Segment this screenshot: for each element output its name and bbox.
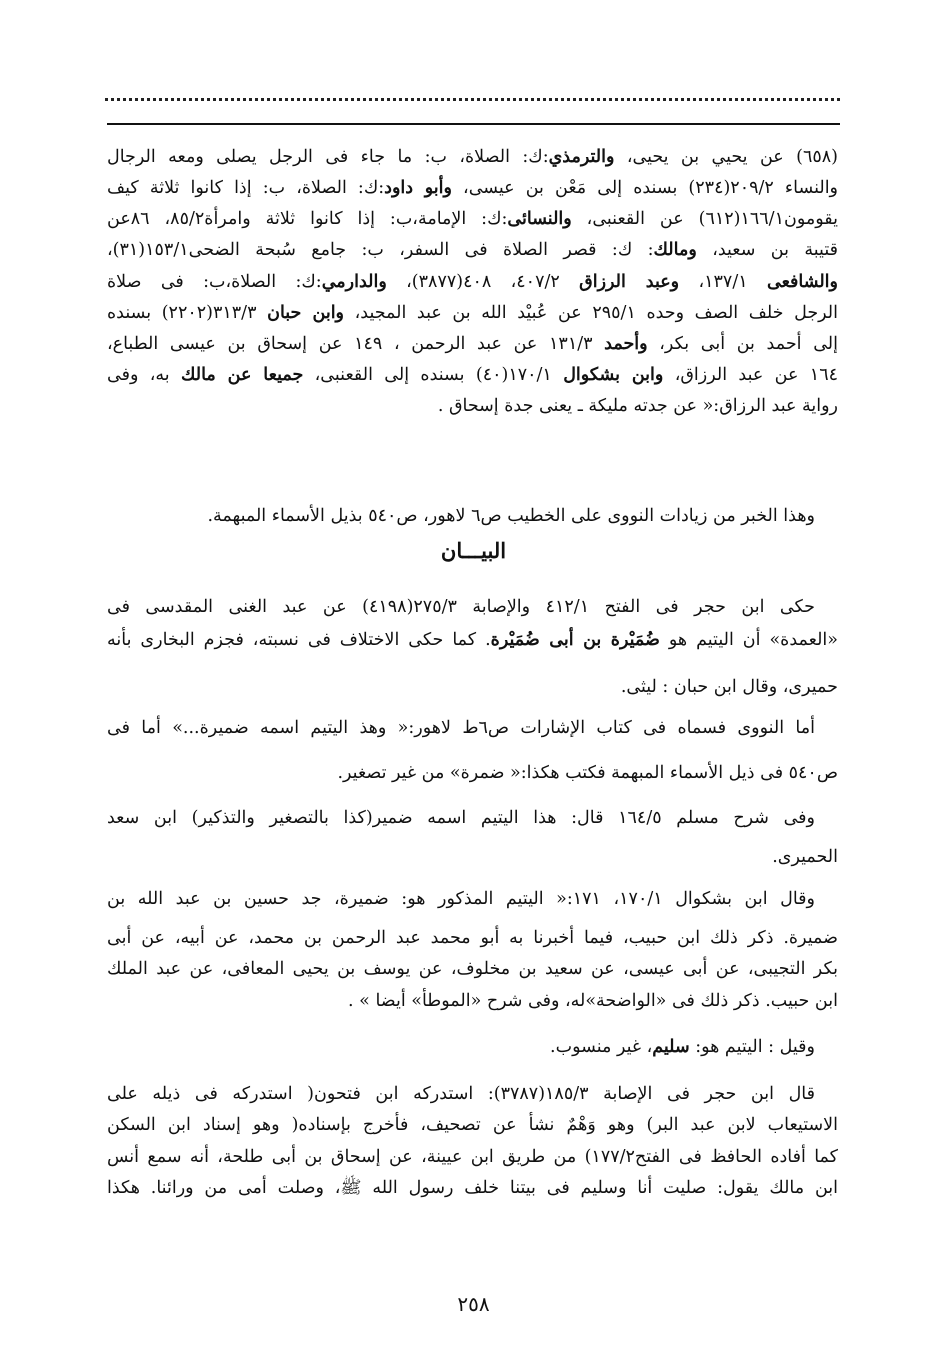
text-segment: أما النووى فسماه فى كتاب الإشارات ص٦ط لاهور:« وهذ اليتيم اسمه ضميرة...» أما فى xyxy=(107,718,816,738)
text-line xyxy=(107,1035,815,1059)
text-segment: ٤٠٧/٢، ٤٠٨(٣٨٧٧)، xyxy=(386,272,580,292)
text-segment: :ك: الصلاة،ب: فى صلاة xyxy=(107,272,322,292)
text-segment: (٦٥٨) عن يحيي بن يحيى، xyxy=(614,147,838,167)
text-segment: حميرى، وقال ابن حبان : ليثى. xyxy=(620,677,838,697)
text-segment: رواية عبد الرزاق:« عن جدته مليكة ـ يعنى جدة إسحاق . xyxy=(437,396,838,416)
bold-source-name: سليم xyxy=(652,1037,690,1057)
text-segment: إلى أحمد بن أبى بكر، xyxy=(647,334,838,354)
text-segment: ابن مالك يقول: صليت أنا وسليم فى بيتنا خلف رسول الله ﷺ، وصلت أمى من ورائنا. هكذا xyxy=(107,1178,838,1198)
text-line xyxy=(107,845,838,869)
text-segment: ص٥٤٠ فى ذيل الأسماء المبهمة فكتب هكذا:« ضمرة» من غير تصغير. xyxy=(337,763,838,783)
bold-source-name: وأبو داود xyxy=(384,178,452,198)
bold-source-name: جميعا عن مالك xyxy=(181,365,304,385)
text-line xyxy=(107,238,838,262)
text-segment: . كما حكى الاختلاف فى نسبته، فجزم البخارى بأنه xyxy=(107,630,491,650)
bold-source-name: ومالك xyxy=(653,240,697,260)
text-segment: وقال ابن بشكوال ١٧٠/١، ١٧١:« اليتيم المذكور هو: ضميرة، جد حسين بن عبد الله بن xyxy=(107,889,815,909)
bold-source-name: ضُمَيْرة بن أبى ضُمَيْرة xyxy=(490,630,660,650)
text-segment: ١٣٧/١، xyxy=(679,272,767,292)
text-line xyxy=(107,716,815,740)
text-segment: :ك: الصلاة، ب: إذا كانوا ثلاثة كيف xyxy=(107,178,385,198)
text-segment: : ك: قصر الصلاة فى السفر، ب: جامع سُبحة الضحى١٥٣/١(٣١)، xyxy=(107,240,654,260)
page-number: ٢٥٨ xyxy=(457,1292,490,1316)
text-segment: والنساء ٢٠٩/٢(٢٣٤) بسنده إلى مَعْن بن عيسى، xyxy=(451,178,839,198)
text-line xyxy=(107,675,838,699)
text-line xyxy=(107,504,815,528)
text-segment: «العمدة» أن اليتيم هو xyxy=(659,630,838,650)
text-segment: قتيبة بن سعيد، xyxy=(696,240,838,260)
bold-source-name: وأحمد xyxy=(604,334,648,354)
text-segment: :ك: الصلاة، ب: ما جاء فى الرجل يصلى ومعه الرجال xyxy=(107,147,549,167)
text-segment: وقيل : اليتيم هو: xyxy=(689,1037,815,1057)
section-heading: البيـــان xyxy=(440,538,507,563)
bold-source-name: والدارمي xyxy=(321,272,387,292)
text-line xyxy=(107,761,838,785)
text-segment: ١٧٠/١(٤٠) بسنده إلى القعنبى، xyxy=(303,365,564,385)
text-line xyxy=(107,595,815,619)
text-segment: يقومون١٦٦/١(٦١٢) عن القعنبى، xyxy=(571,209,838,229)
text-segment: الاستيعاب لابن عبد البر) وهو وَهْمٌ نشأ عن تصحيف، فأخرج بإسناده( وهو إسناد ابن السكن xyxy=(107,1115,838,1135)
text-line xyxy=(107,270,838,294)
text-segment: :ك: الإمامة،ب: إذا كانوا ثلاثة وامرأة٨٥/٢، ٨٦عن xyxy=(107,209,508,229)
bold-source-name: والترمذي xyxy=(548,147,615,167)
text-line xyxy=(107,887,815,911)
text-line xyxy=(107,989,838,1013)
text-segment: الرجل خلف الصف وحده ٢٩٥/١ عن عُبيْد الله بن عبد المجيد، xyxy=(344,303,838,323)
text-line xyxy=(107,301,838,325)
text-line xyxy=(107,957,838,981)
text-line xyxy=(107,1113,838,1137)
dotted-separator xyxy=(105,98,840,101)
text-segment: بكر التجيبى، عن أبى عيسى، عن سعيد بن مخلوف، عن يوسف بن يحيى المعافى، عن عبد الملك xyxy=(107,959,838,979)
text-segment: ٣١٣/٣(٢٢٠٢) بسنده xyxy=(107,303,268,323)
text-segment: كما أفاده الحافظ فى الفتح١٧٧/٢) من طريق ابن عيينة، عن إسحاق بن أبى طلحة، أنه سمع أنس xyxy=(107,1147,838,1167)
text-line xyxy=(107,207,838,231)
text-line xyxy=(107,332,838,356)
bold-source-name: والنسائى xyxy=(507,209,572,229)
text-segment: قال ابن حجر فى الإصابة ١٨٥/٣(٣٧٨٧): استدركه ابن فتحون( استدركه فى ذيله على xyxy=(107,1084,815,1104)
text-segment: به، وفى xyxy=(107,365,181,385)
text-line xyxy=(107,806,815,830)
text-segment: وفى شرح مسلم ١٦٤/٥ قال: هذا اليتيم اسمه ضمير(كذا بالتصغير والتذكير) ابن سعد xyxy=(107,808,815,828)
bold-source-name: وعبد الرزاق xyxy=(579,272,680,292)
text-segment: ، غير منسوب. xyxy=(550,1037,653,1057)
text-segment: ١٣١/٣ عن عبد الرحمن ، ١٤٩ عن إسحاق بن عيسى الطباع، xyxy=(107,334,605,354)
text-segment: الحميرى. xyxy=(772,847,838,867)
text-segment: ١٦٤ عن عبد الرزاق، xyxy=(663,365,838,385)
text-segment: ابن حبيب. ذكر ذلك فى «الواضحة»له، وفى شرح «الموطأ» أيضا » . xyxy=(348,991,838,1011)
text-segment: ضميرة. ذكر ذلك ابن حبيب، فيما أخبرنا به أبو محمد عبد الرحمن بن محمد، عن أبيه، عن أبى xyxy=(107,928,838,948)
bold-source-name: والشافعى xyxy=(766,272,838,292)
text-line xyxy=(107,1176,838,1200)
text-line xyxy=(107,394,838,418)
text-line xyxy=(107,363,838,387)
text-line xyxy=(107,145,838,169)
text-segment: وهذا الخبر من زيادات النووى على الخطيب ص٦ لاهور، ص٥٤٠ بذيل الأسماء المبهمة. xyxy=(207,506,815,526)
text-line xyxy=(107,176,838,200)
bold-source-name: وابن بشكوال xyxy=(563,365,664,385)
footnote-rule xyxy=(107,123,840,125)
bold-source-name: وابن حبان xyxy=(267,303,345,323)
text-line xyxy=(107,628,838,652)
text-segment: حكى ابن حجر فى الفتح ٤١٢/١ والإصابة ٢٧٥/٣(٤١٩٨) عن عبد الغنى المقدسى فى xyxy=(107,597,815,617)
text-line xyxy=(107,926,838,950)
text-line xyxy=(107,1082,815,1106)
text-line xyxy=(107,1145,838,1169)
